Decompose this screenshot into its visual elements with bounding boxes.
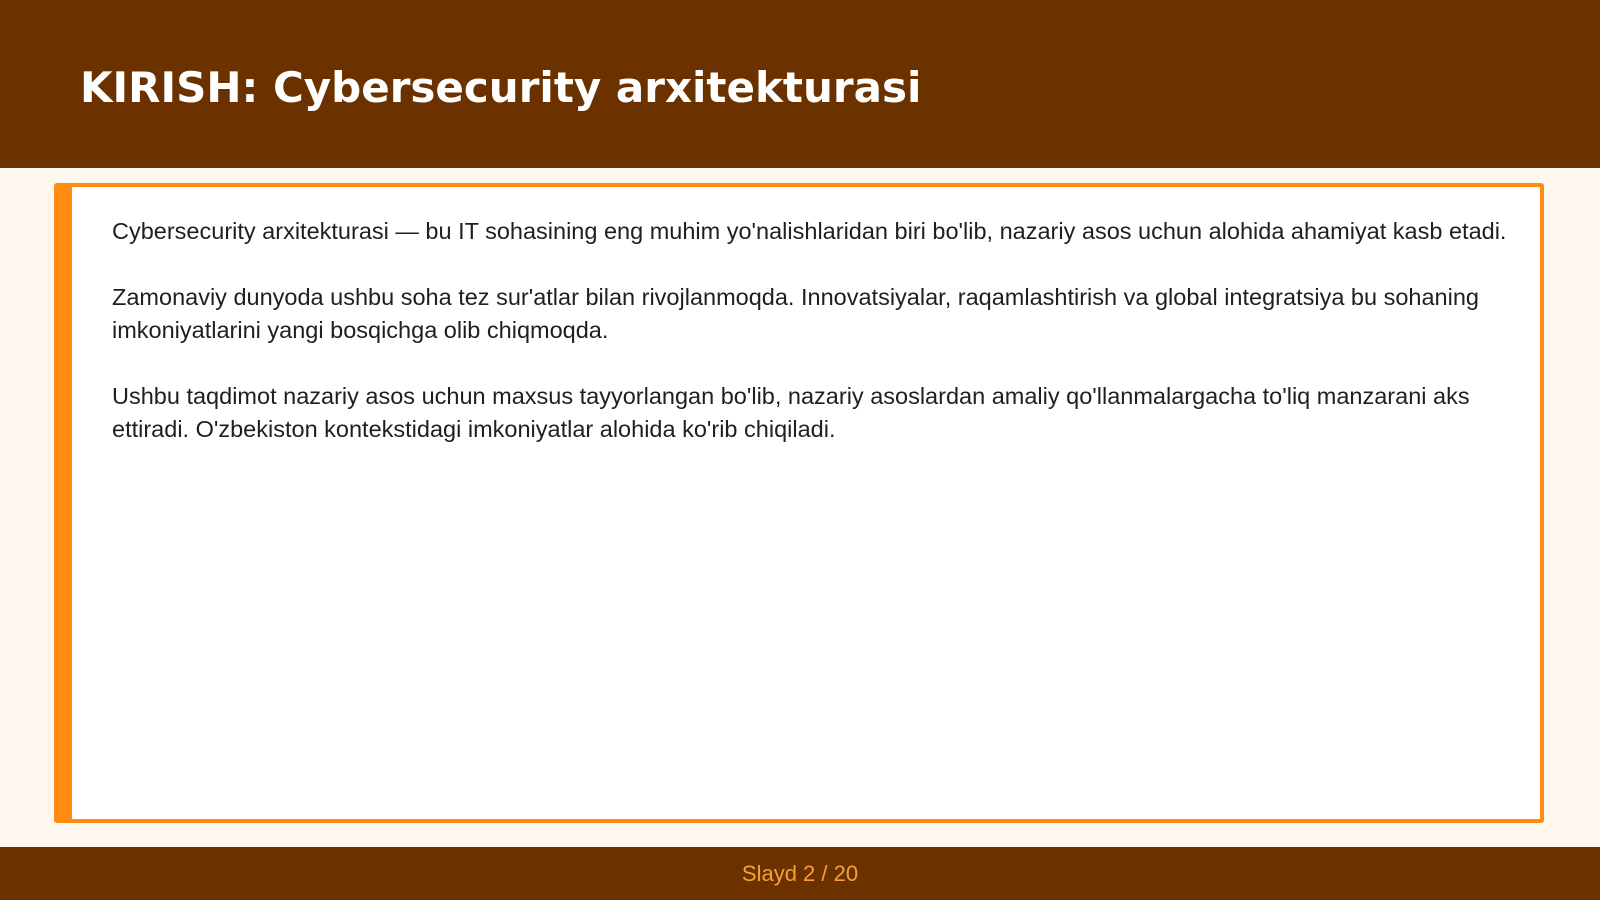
slide-number: Slayd 2 / 20 xyxy=(741,861,859,886)
slide-header xyxy=(0,0,1600,168)
content-paragraphs xyxy=(112,215,1512,479)
slide-title: KIRISH: Cybersecurity arxitekturasi xyxy=(80,63,922,112)
content-box xyxy=(54,183,1544,823)
paragraph: Zamonaviy dunyoda ushbu soha tez sur'atlar bilan rivojlanmoqda. Innovatsiyalar, raqamlashtirish va global integratsiya bu sohaning imkoniyatlarini yangi bosqichga olib chiqmoqda. xyxy=(112,284,1479,343)
paragraph: Cybersecurity arxitekturasi — bu IT sohasining eng muhim yo'nalishlaridan biri bo'lib, nazariy asos uchun alohida ahamiyat kasb etadi. xyxy=(112,218,1507,244)
paragraph: Ushbu taqdimot nazariy asos uchun maxsus tayyorlangan bo'lib, nazariy asoslardan amaliy qo'llanmalargacha to'liq manzarani aks ettiradi. O'zbekiston kontekstidagi imkoniyatlar alohida ko'rib chiqiladi. xyxy=(112,383,1470,442)
slide-footer xyxy=(0,847,1600,900)
